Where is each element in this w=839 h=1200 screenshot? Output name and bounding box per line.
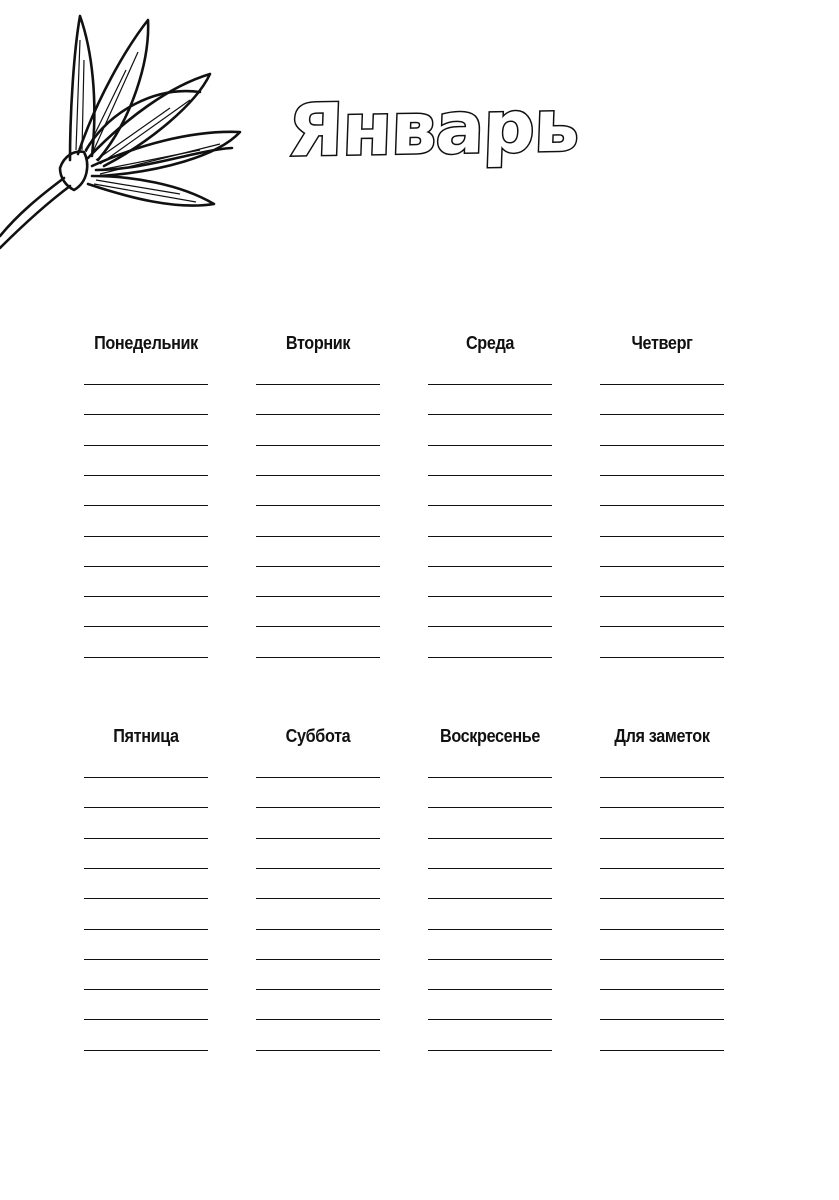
writing-line[interactable]	[428, 807, 552, 808]
day-column	[84, 726, 208, 1080]
writing-line[interactable]	[428, 414, 552, 415]
day-heading: Вторник	[285, 333, 351, 353]
writing-line[interactable]	[84, 1050, 208, 1051]
writing-line[interactable]	[84, 989, 208, 990]
writing-line[interactable]	[256, 384, 380, 385]
writing-line[interactable]	[256, 868, 380, 869]
day-column	[600, 333, 724, 687]
writing-line[interactable]	[428, 475, 552, 476]
writing-line[interactable]	[600, 626, 724, 627]
writing-line[interactable]	[256, 626, 380, 627]
writing-line[interactable]	[84, 868, 208, 869]
day-heading: Четверг	[631, 333, 693, 353]
writing-line[interactable]	[600, 505, 724, 506]
day-column	[428, 726, 552, 1080]
writing-line[interactable]	[428, 536, 552, 537]
writing-line[interactable]	[428, 626, 552, 627]
writing-line[interactable]	[84, 505, 208, 506]
writing-line[interactable]	[84, 777, 208, 778]
writing-line[interactable]	[256, 566, 380, 567]
writing-line[interactable]	[428, 989, 552, 990]
writing-line[interactable]	[256, 1050, 380, 1051]
writing-line[interactable]	[256, 838, 380, 839]
writing-line[interactable]	[84, 1019, 208, 1020]
writing-line[interactable]	[256, 596, 380, 597]
writing-line[interactable]	[600, 929, 724, 930]
writing-line[interactable]	[428, 505, 552, 506]
day-column	[256, 726, 380, 1080]
writing-line[interactable]	[256, 657, 380, 658]
writing-line[interactable]	[428, 838, 552, 839]
writing-line[interactable]	[600, 384, 724, 385]
writing-line[interactable]	[428, 898, 552, 899]
writing-line[interactable]	[428, 868, 552, 869]
writing-line[interactable]	[600, 838, 724, 839]
writing-line[interactable]	[428, 777, 552, 778]
flower-icon	[0, 0, 260, 260]
writing-line[interactable]	[428, 384, 552, 385]
writing-line[interactable]	[428, 959, 552, 960]
writing-line[interactable]	[84, 566, 208, 567]
writing-line[interactable]	[600, 807, 724, 808]
day-column	[600, 726, 724, 1080]
day-column	[428, 333, 552, 687]
day-column	[84, 333, 208, 687]
writing-line[interactable]	[600, 959, 724, 960]
writing-line[interactable]	[428, 1019, 552, 1020]
writing-line[interactable]	[84, 929, 208, 930]
writing-line[interactable]	[600, 898, 724, 899]
writing-line[interactable]	[84, 596, 208, 597]
writing-line[interactable]	[84, 626, 208, 627]
writing-line[interactable]	[84, 807, 208, 808]
writing-line[interactable]	[84, 657, 208, 658]
day-heading: Среда	[465, 333, 515, 353]
writing-line[interactable]	[600, 868, 724, 869]
writing-line[interactable]	[84, 898, 208, 899]
day-heading: Для заметок	[614, 726, 710, 746]
writing-line[interactable]	[600, 536, 724, 537]
writing-line[interactable]	[600, 1019, 724, 1020]
writing-line[interactable]	[84, 959, 208, 960]
writing-line[interactable]	[600, 989, 724, 990]
writing-line[interactable]	[256, 989, 380, 990]
writing-line[interactable]	[256, 475, 380, 476]
writing-line[interactable]	[256, 536, 380, 537]
writing-line[interactable]	[600, 414, 724, 415]
writing-line[interactable]	[256, 929, 380, 930]
writing-line[interactable]	[428, 929, 552, 930]
writing-line[interactable]	[600, 445, 724, 446]
writing-line[interactable]	[600, 596, 724, 597]
writing-line[interactable]	[600, 566, 724, 567]
writing-line[interactable]	[428, 596, 552, 597]
day-heading: Суббота	[285, 726, 351, 746]
day-heading: Пятница	[113, 726, 179, 746]
writing-line[interactable]	[256, 1019, 380, 1020]
writing-line[interactable]	[256, 777, 380, 778]
writing-line[interactable]	[256, 807, 380, 808]
writing-line[interactable]	[600, 777, 724, 778]
writing-line[interactable]	[256, 445, 380, 446]
writing-line[interactable]	[600, 475, 724, 476]
writing-line[interactable]	[84, 414, 208, 415]
writing-line[interactable]	[600, 1050, 724, 1051]
writing-line[interactable]	[428, 566, 552, 567]
writing-line[interactable]	[428, 445, 552, 446]
writing-line[interactable]	[256, 898, 380, 899]
page-title: Январь	[286, 83, 580, 173]
writing-line[interactable]	[84, 536, 208, 537]
day-column	[256, 333, 380, 687]
writing-line[interactable]	[256, 959, 380, 960]
writing-line[interactable]	[84, 475, 208, 476]
day-heading: Воскресенье	[439, 726, 541, 746]
writing-line[interactable]	[84, 384, 208, 385]
writing-line[interactable]	[84, 838, 208, 839]
writing-line[interactable]	[428, 657, 552, 658]
writing-line[interactable]	[256, 505, 380, 506]
day-heading: Понедельник	[94, 333, 198, 353]
writing-line[interactable]	[84, 445, 208, 446]
writing-line[interactable]	[256, 414, 380, 415]
writing-line[interactable]	[600, 657, 724, 658]
writing-line[interactable]	[428, 1050, 552, 1051]
